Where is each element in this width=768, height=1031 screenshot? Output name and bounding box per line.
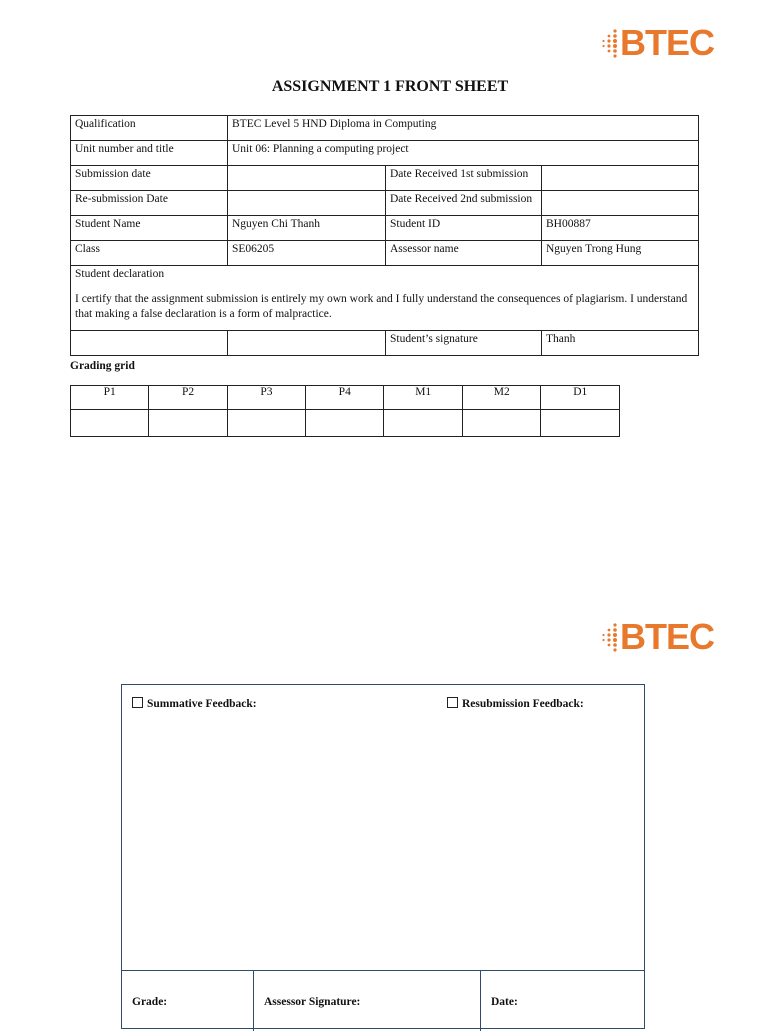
empty-cell xyxy=(71,331,228,356)
student-name-value: Nguyen Chi Thanh xyxy=(228,216,386,241)
student-id-value: BH00887 xyxy=(542,216,699,241)
grading-grid-header-row xyxy=(71,386,620,410)
signature-label: Student’s signature xyxy=(386,331,542,356)
assessor-name-label: Assessor name xyxy=(386,241,542,266)
grading-grid-title: Grading grid xyxy=(70,360,135,372)
summative-feedback-label: Summative Feedback: xyxy=(147,698,257,710)
signature-value: Thanh xyxy=(542,331,699,356)
grade-header: P3 xyxy=(227,386,305,410)
checkbox-icon[interactable] xyxy=(447,697,458,708)
grade-cell xyxy=(462,410,541,437)
student-declaration xyxy=(71,266,699,331)
empty-cell xyxy=(228,331,386,356)
grade-header: P1 xyxy=(71,386,149,410)
grade-label: Grade: xyxy=(122,971,254,1031)
class-value: SE06205 xyxy=(228,241,386,266)
table-row xyxy=(71,191,699,216)
date-received-2-value xyxy=(542,191,699,216)
unit-value: Unit 06: Planning a computing project xyxy=(228,141,699,166)
grade-header: D1 xyxy=(541,386,620,410)
dots-icon xyxy=(600,28,618,58)
grade-cell xyxy=(71,410,149,437)
summative-feedback-option[interactable] xyxy=(132,697,257,710)
checkbox-icon[interactable] xyxy=(132,697,143,708)
qualification-value: BTEC Level 5 HND Diploma in Computing xyxy=(228,116,699,141)
table-row xyxy=(71,216,699,241)
resubmission-date-label: Re-submission Date xyxy=(71,191,228,216)
grade-cell xyxy=(149,410,227,437)
table-row xyxy=(71,166,699,191)
grade-cell xyxy=(227,410,305,437)
grade-header: P4 xyxy=(306,386,384,410)
declaration-title: Student declaration xyxy=(75,268,165,280)
resubmission-date-value xyxy=(228,191,386,216)
grade-cell xyxy=(541,410,620,437)
grade-header: M2 xyxy=(462,386,541,410)
class-label: Class xyxy=(71,241,228,266)
feedback-text-area[interactable] xyxy=(122,719,644,969)
submission-date-label: Submission date xyxy=(71,166,228,191)
grade-cell xyxy=(384,410,463,437)
table-row xyxy=(71,241,699,266)
dots-icon xyxy=(600,622,618,652)
page-title: ASSIGNMENT 1 FRONT SHEET xyxy=(271,78,509,95)
student-name-label: Student Name xyxy=(71,216,228,241)
grading-grid xyxy=(70,385,620,437)
logo-text: BTEC xyxy=(620,616,714,657)
resubmission-feedback-option[interactable] xyxy=(447,697,584,710)
date-received-1-value xyxy=(542,166,699,191)
btec-logo xyxy=(600,616,714,657)
assessor-name-value: Nguyen Trong Hung xyxy=(542,241,699,266)
date-received-1-label: Date Received 1st submission xyxy=(386,166,542,191)
front-sheet-table xyxy=(70,115,699,356)
resubmission-feedback-label: Resubmission Feedback: xyxy=(462,698,584,710)
table-row xyxy=(71,141,699,166)
qualification-label: Qualification xyxy=(71,116,228,141)
logo-text: BTEC xyxy=(620,22,714,63)
grading-grid-value-row xyxy=(71,410,620,437)
grade-header: M1 xyxy=(384,386,463,410)
grade-cell xyxy=(306,410,384,437)
date-label: Date: xyxy=(491,996,518,1008)
feedback-footer-row xyxy=(122,970,644,1031)
unit-label: Unit number and title xyxy=(71,141,228,166)
submission-date-value xyxy=(228,166,386,191)
declaration-text: I certify that the assignment submission is entirely my own work and I fully understand the consequences of plagiarism. I understand that making a false declaration is a form of malpractice. xyxy=(75,293,688,320)
grade-header: P2 xyxy=(149,386,227,410)
table-row xyxy=(71,331,699,356)
student-id-label: Student ID xyxy=(386,216,542,241)
date-received-2-label: Date Received 2nd submission xyxy=(386,191,542,216)
table-row xyxy=(71,116,699,141)
btec-logo xyxy=(600,22,714,63)
feedback-box xyxy=(121,684,645,1029)
assessor-signature-label: Assessor Signature: xyxy=(254,971,481,1031)
table-row xyxy=(71,266,699,331)
